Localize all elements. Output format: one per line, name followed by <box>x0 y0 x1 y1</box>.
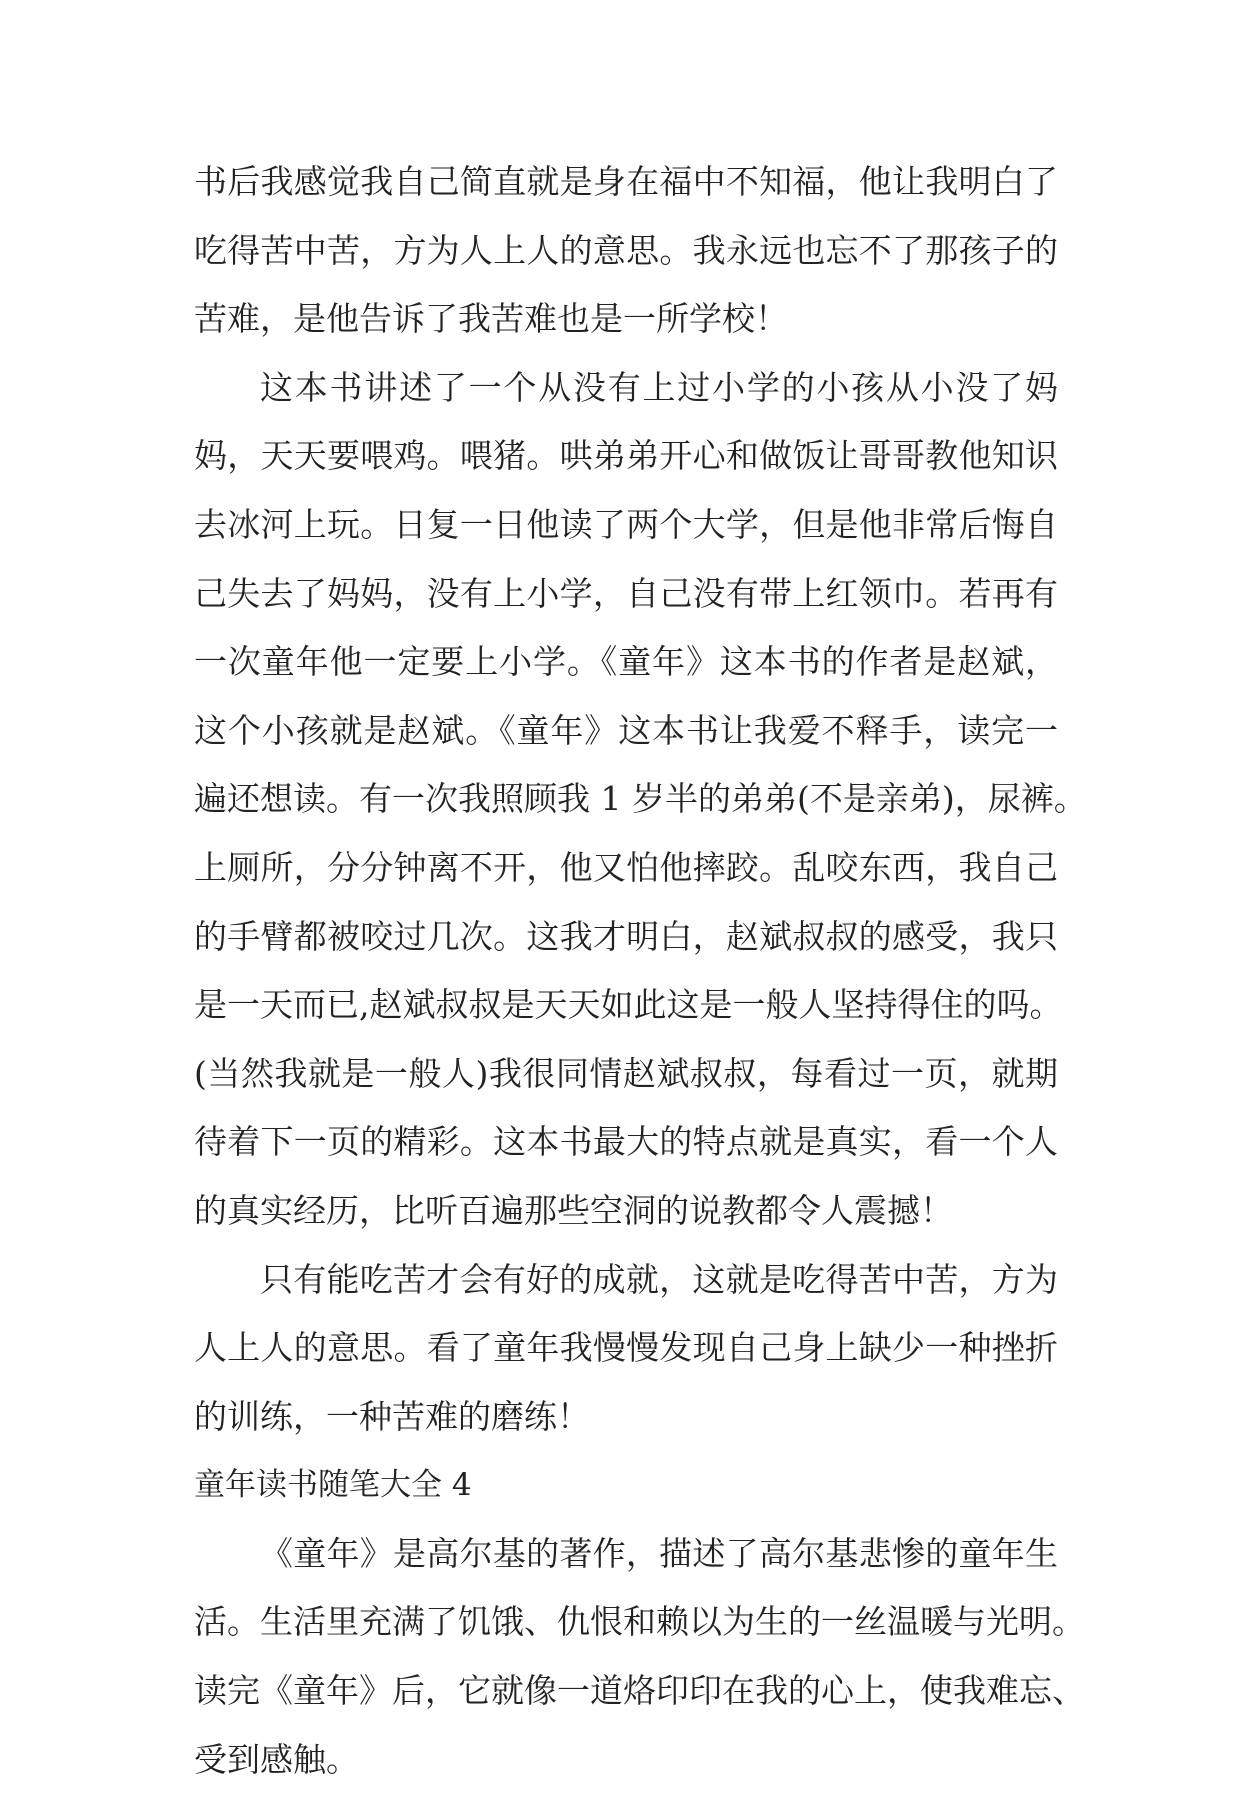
text-line: 的手臂都被咬过几次。这我才明白，赵斌叔叔的感受，我只 <box>194 916 1058 956</box>
text-line: 上厕所，分分钟离不开，他又怕他摔跤。乱咬东西，我自己 <box>194 847 1058 887</box>
section-heading: 童年读书随笔大全 4 <box>194 1467 472 1504</box>
text-line: 遍还想读。有一次我照顾我 1 岁半的弟弟(不是亲弟)，尿裤。 <box>194 779 1087 819</box>
text-line: 读完《童年》后，它就像一道烙印印在我的心上，使我难忘、 <box>194 1671 1085 1711</box>
text-line: 的真实经历，比听百遍那些空洞的说教都令人震撼！ <box>194 1190 953 1230</box>
text-line: (当然我就是一般人)我很同情赵斌叔叔，每看过一页，就期 <box>194 1053 1058 1093</box>
text-line: 书后我感觉我自己简直就是身在福中不知福，他让我明白了 <box>194 162 1058 201</box>
document-body <box>194 148 1087 1794</box>
text-line: 是一天而已,赵斌叔叔是天天如此这是一般人坚持得住的吗。 <box>194 985 1063 1025</box>
text-line: 人上人的意思。看了童年我慢慢发现自己身上缺少一种挫折 <box>194 1328 1058 1368</box>
text-line: 的训练，一种苦难的磨练！ <box>194 1396 590 1436</box>
paragraph <box>194 354 1087 1246</box>
text-line: 苦难，是他告诉了我苦难也是一所学校！ <box>194 299 788 339</box>
text-line: 《童年》是高尔基的著作，描述了高尔基悲惨的童年生 <box>260 1533 1058 1573</box>
text-line: 一次童年他一定要上小学。《童年》这本书的作者是赵斌， <box>194 642 1058 682</box>
text-line: 只有能吃苦才会有好的成就，这就是吃得苦中苦，方为 <box>260 1259 1058 1299</box>
text-line: 己失去了妈妈，没有上小学，自己没有带上红领巾。若再有 <box>194 573 1058 613</box>
paragraph <box>194 1520 1085 1794</box>
text-line: 待着下一页的精彩。这本书最大的特点就是真实，看一个人 <box>194 1122 1058 1162</box>
text-line: 这个小孩就是赵斌。《童年》这本书让我爱不释手，读完一 <box>194 710 1058 750</box>
text-line: 活。生活里充满了饥饿、仇恨和赖以为生的一丝温暖与光明。 <box>194 1602 1085 1642</box>
text-line: 去冰河上玩。日复一日他读了两个大学，但是他非常后悔自 <box>194 504 1058 544</box>
text-line: 吃得苦中苦，方为人上人的意思。我永远也忘不了那孩子的 <box>194 230 1058 270</box>
paragraph <box>194 1246 1058 1452</box>
text-line: 这本书讲述了一个从没有上过小学的小孩从小没了妈 <box>260 367 1058 407</box>
paragraph <box>194 148 1058 354</box>
text-line: 受到感触。 <box>194 1739 359 1779</box>
text-line: 妈，天天要喂鸡。喂猪。哄弟弟开心和做饭让哥哥教他知识 <box>194 436 1058 476</box>
